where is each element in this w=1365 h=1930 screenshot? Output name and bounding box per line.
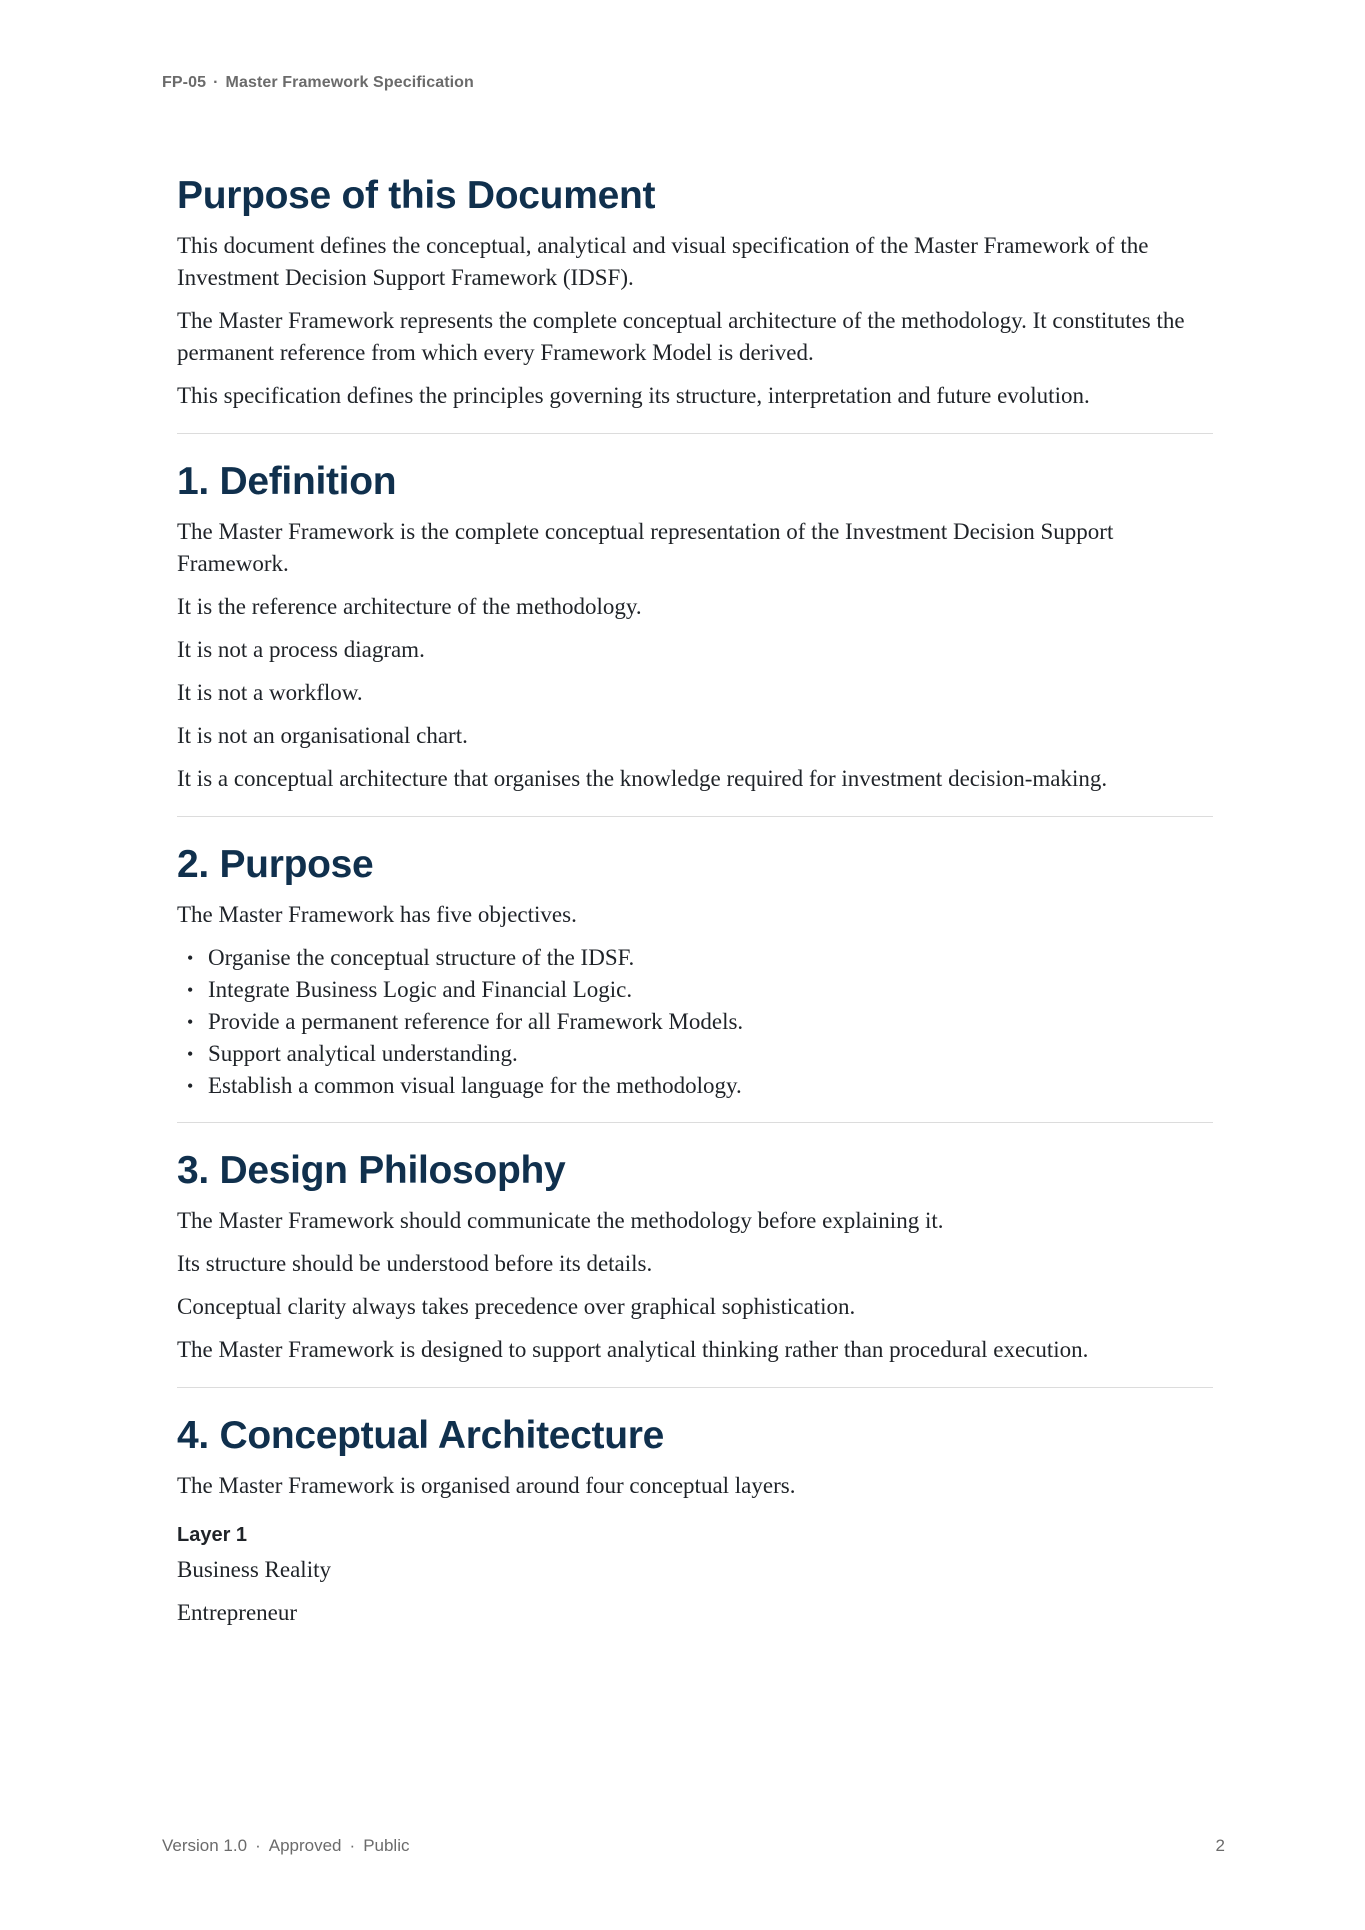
layer-label: Layer 1 <box>177 1524 248 1546</box>
paragraph: It is a conceptual architecture that organises the knowledge required for investment decision-making. <box>177 766 1108 791</box>
doc-id: FP-05 <box>162 74 207 91</box>
version: Version 1.0 <box>162 1836 248 1855</box>
paragraph: The Master Framework has five objectives. <box>177 902 577 927</box>
status: Approved <box>268 1836 342 1855</box>
layer-line: Business Reality <box>177 1557 331 1582</box>
objectives-list <box>177 942 1213 1102</box>
bullet-icon: • <box>187 1076 194 1096</box>
list-item: • Provide a permanent reference for all Framework Models. <box>177 1006 1213 1038</box>
running-footer <box>162 1836 410 1856</box>
list-item: • Integrate Business Logic and Financial Logic. <box>177 974 1213 1006</box>
paragraph: It is the reference architecture of the methodology. <box>177 594 642 619</box>
classification: Public <box>363 1836 410 1855</box>
running-header <box>162 74 474 92</box>
section-heading: Purpose of this Document <box>177 174 656 217</box>
bullet-icon: • <box>187 948 194 968</box>
paragraph: It is not an organisational chart. <box>177 723 468 748</box>
layer-line: Entrepreneur <box>177 1600 298 1625</box>
header-separator: · <box>213 74 219 91</box>
section-heading: 2. Purpose <box>177 843 374 886</box>
footer-separator: · <box>255 1836 261 1855</box>
paragraph: This specification defines the principles governing its structure, interpretation and future evolution. <box>177 383 1090 408</box>
section-design-philosophy <box>177 1147 1213 1388</box>
document-body <box>177 172 1213 1674</box>
paragraph: Conceptual clarity always takes precedence over graphical sophistication. <box>177 1294 856 1319</box>
paragraph: The Master Framework should communicate the methodology before explaining it. <box>177 1208 944 1233</box>
section-conceptual-architecture <box>177 1412 1213 1650</box>
list-item: • Organise the conceptual structure of the IDSF. <box>177 942 1213 974</box>
bullet-icon: • <box>187 980 194 1000</box>
paragraph: The Master Framework represents the complete conceptual architecture of the methodology. It constitutes the permanent reference from which every Framework Model is derived. <box>177 308 1185 365</box>
page-number: 2 <box>1215 1836 1225 1855</box>
section-heading: 3. Design Philosophy <box>177 1149 566 1192</box>
paragraph: It is not a workflow. <box>177 680 363 705</box>
paragraph: The Master Framework is organised around four conceptual layers. <box>177 1473 796 1498</box>
paragraph: It is not a process diagram. <box>177 637 425 662</box>
section-heading: 4. Conceptual Architecture <box>177 1414 665 1457</box>
list-item: • Establish a common visual language for the methodology. <box>177 1070 1213 1102</box>
section-definition <box>177 458 1213 817</box>
paragraph: The Master Framework is designed to support analytical thinking rather than procedural execution. <box>177 1337 1089 1362</box>
paragraph: The Master Framework is the complete conceptual representation of the Investment Decision Support Framework. <box>177 519 1114 576</box>
paragraph: Its structure should be understood before its details. <box>177 1251 653 1276</box>
doc-title: Master Framework Specification <box>225 74 474 91</box>
paragraph: This document defines the conceptual, analytical and visual specification of the Master Framework of the Investment Decision Support Framework (IDSF). <box>177 233 1149 290</box>
footer-separator: · <box>349 1836 356 1855</box>
section-purpose-of-document <box>177 172 1213 434</box>
section-purpose <box>177 841 1213 1123</box>
list-item: • Support analytical understanding. <box>177 1038 1213 1070</box>
bullet-icon: • <box>187 1044 194 1064</box>
bullet-icon: • <box>187 1012 194 1032</box>
section-heading: 1. Definition <box>177 460 397 503</box>
